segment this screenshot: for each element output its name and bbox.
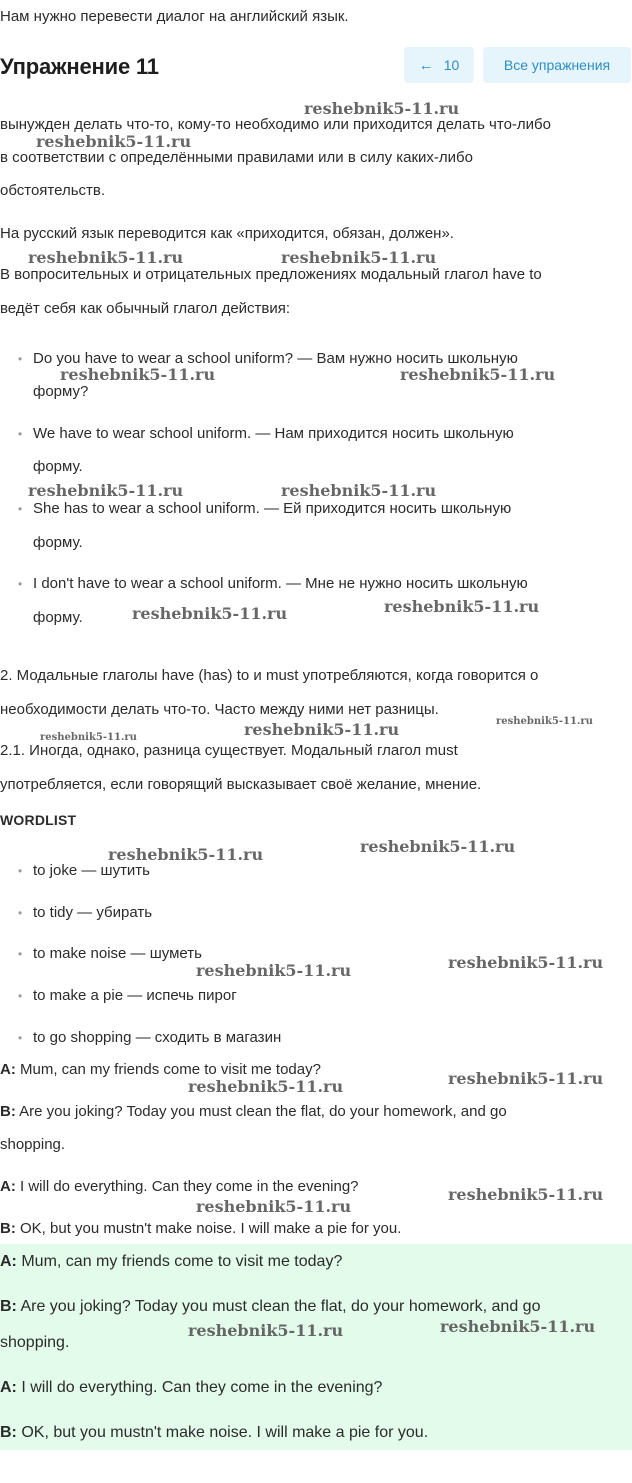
all-exercises-button[interactable]: Все упражнения (483, 47, 631, 83)
wordlist-item: to make a pie — испечь пирог (33, 987, 237, 1004)
watermark: reshebnik5-11.ru (28, 481, 184, 500)
example-line: I don't have to wear a school uniform. — Мне не нужно носить школьную (33, 575, 528, 592)
bullet-icon: • (18, 577, 23, 591)
watermark: reshebnik5-11.ru (496, 716, 593, 727)
wordlist-item: to joke — шутить (33, 862, 150, 879)
theory-line: 2. Модальные глаголы have (has) to и must употребляются, когда говорится о (0, 667, 539, 684)
watermark: reshebnik5-11.ru (188, 1077, 344, 1096)
dialogue-line-a2 (0, 1178, 359, 1195)
theory-line: необходимости делать что-то. Часто между ними нет разницы. (0, 701, 439, 718)
answer-text: Are you joking? Today you must clean the flat, do your homework, and go (20, 1298, 541, 1315)
intro-text: Нам нужно перевести диалог на английский язык. (0, 8, 349, 25)
watermark: reshebnik5-11.ru (448, 1069, 604, 1088)
watermark: reshebnik5-11.ru (281, 481, 437, 500)
theory-line: в соответствии с определёнными правилами или в силу каких-либо (0, 149, 473, 166)
dialogue-text: shopping. (0, 1136, 66, 1153)
answer-text: shopping. (0, 1334, 70, 1351)
dialogue-line-b2 (0, 1220, 401, 1237)
theory-line: обстоятельств. (0, 182, 106, 199)
example-line: Do you have to wear a school uniform? — Вам нужно носить школьную (33, 350, 518, 367)
watermark: reshebnik5-11.ru (448, 953, 604, 972)
theory-line: употребляется, если говорящий высказывает своё желание, мнение. (0, 776, 482, 793)
dialogue-line-a1 (0, 1061, 321, 1078)
answer-text: Mum, can my friends come to visit me today? (21, 1253, 343, 1270)
bullet-icon: • (18, 1031, 23, 1045)
answer-line-a1 (0, 1253, 342, 1270)
watermark: reshebnik5-11.ru (304, 99, 460, 118)
prev-exercise-button[interactable] (404, 47, 474, 83)
theory-line: вынужден делать что-то, кому-то необходимо или приходится делать что-либо (0, 116, 551, 133)
watermark: reshebnik5-11.ru (196, 961, 352, 980)
example-line: форму? (33, 383, 89, 400)
wordlist-item: to tidy — убирать (33, 904, 153, 921)
bullet-icon: • (18, 947, 23, 961)
watermark: reshebnik5-11.ru (244, 720, 400, 739)
bullet-icon: • (18, 864, 23, 878)
theory-line: 2.1. Иногда, однако, разница существует. Модальный глагол must (0, 742, 458, 759)
wordlist-item: to make noise — шуметь (33, 945, 202, 962)
bullet-icon: • (18, 502, 23, 516)
dialogue-text: Are you joking? Today you must clean the flat, do your homework, and go (19, 1103, 507, 1120)
speaker-label: B: (0, 1103, 16, 1120)
bullet-icon: • (18, 352, 23, 366)
example-line: форму. (33, 534, 83, 551)
speaker-label: A: (0, 1253, 17, 1270)
theory-line: ведёт себя как обычный глагол действия: (0, 300, 291, 317)
watermark: reshebnik5-11.ru (28, 248, 184, 267)
watermark: reshebnik5-11.ru (108, 845, 264, 864)
theory-line: В вопросительных и отрицательных предложениях модальный глагол have to (0, 266, 542, 283)
clip-mask (0, 91, 632, 97)
watermark: reshebnik5-11.ru (281, 248, 437, 267)
example-line: форму. (33, 609, 83, 626)
watermark: reshebnik5-11.ru (440, 1317, 596, 1336)
answer-line-b1 (0, 1298, 540, 1315)
speaker-label: B: (0, 1298, 17, 1315)
watermark: reshebnik5-11.ru (448, 1185, 604, 1204)
dialogue-text: I will do everything. Can they come in the evening? (20, 1178, 359, 1195)
theory-line: На русский язык переводится как «приходится, обязан, должен». (0, 225, 454, 242)
watermark: reshebnik5-11.ru (40, 732, 137, 743)
prev-exercise-label: 10 (443, 57, 460, 73)
bullet-icon: • (18, 906, 23, 920)
example-line: She has to wear a school uniform. — Ей приходится носить школьную (33, 500, 512, 517)
speaker-label: A: (0, 1379, 17, 1396)
arrow-left-icon: ← (418, 56, 434, 74)
wordlist-title: WORDLIST (0, 812, 77, 828)
answer-line-b2 (0, 1424, 428, 1441)
example-line: форму. (33, 458, 83, 475)
answer-line-a2 (0, 1379, 382, 1396)
speaker-label: A: (0, 1061, 16, 1078)
watermark: reshebnik5-11.ru (188, 1321, 344, 1340)
watermark: reshebnik5-11.ru (132, 604, 288, 623)
dialogue-text: Mum, can my friends come to visit me today? (20, 1061, 321, 1078)
bullet-icon: • (18, 427, 23, 441)
answer-text: OK, but you mustn't make noise. I will make a pie for you. (21, 1424, 429, 1441)
speaker-label: A: (0, 1178, 16, 1195)
page-title: Упражнение 11 (0, 54, 159, 79)
bullet-icon: • (18, 989, 23, 1003)
watermark: reshebnik5-11.ru (384, 597, 540, 616)
watermark: reshebnik5-11.ru (36, 132, 192, 151)
wordlist-item: to go shopping — сходить в магазин (33, 1029, 282, 1046)
answer-text: I will do everything. Can they come in the evening? (21, 1379, 383, 1396)
dialogue-line-b1 (0, 1103, 507, 1120)
watermark: reshebnik5-11.ru (60, 365, 216, 384)
speaker-label: B: (0, 1220, 16, 1237)
watermark: reshebnik5-11.ru (400, 365, 556, 384)
dialogue-text: OK, but you mustn't make noise. I will make a pie for you. (20, 1220, 402, 1237)
example-line: We have to wear school uniform. — Нам приходится носить школьную (33, 425, 514, 442)
watermark: reshebnik5-11.ru (196, 1197, 352, 1216)
speaker-label: B: (0, 1424, 17, 1441)
watermark: reshebnik5-11.ru (360, 837, 516, 856)
answer-block (0, 1244, 632, 1450)
